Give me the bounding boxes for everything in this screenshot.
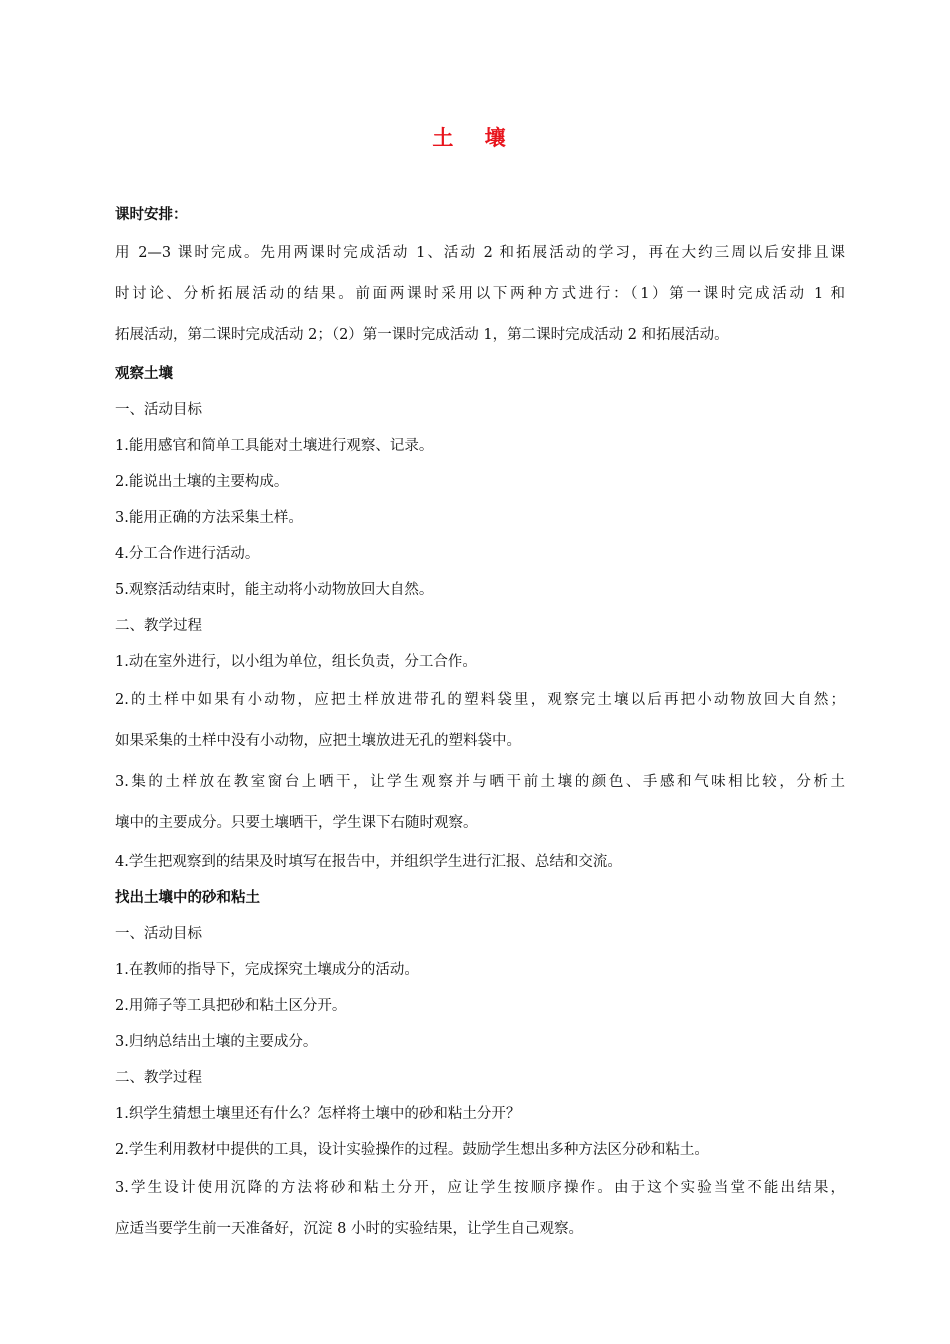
document-body: [115, 197, 845, 1250]
section2-process-3: [115, 1168, 845, 1250]
section1-process-heading: 二、教学过程: [115, 618, 202, 634]
section1-process-1: 1.动在室外进行，以小组为单位，组长负责，分工合作。: [115, 654, 477, 670]
section1-goals-heading: 一、活动目标: [115, 402, 202, 418]
section1-process-2-line-1: 2.的土样中如果有小动物，应把土样放进带孔的塑料袋里，观察完土壤以后再把小动物放回大自然；: [115, 692, 845, 708]
section2-process-3-line-2: 应适当要学生前一天准备好，沉淀 8 小时的实验结果，让学生自己观察。: [115, 1221, 583, 1237]
section1-goal-5: 5.观察活动结束时，能主动将小动物放回大自然。: [115, 582, 434, 598]
section2-goal-2: 2.用筛子等工具把砂和粘土区分开。: [115, 998, 347, 1014]
section2-goal-1: 1.在教师的指导下，完成探究土壤成分的活动。: [115, 962, 419, 978]
section2-goals-heading: 一、活动目标: [115, 926, 202, 942]
section1-heading: 观察土壤: [115, 366, 173, 382]
section1-process-2-line-2: 如果采集的土样中没有小动物，应把土壤放进无孔的塑料袋中。: [115, 733, 521, 749]
section2-heading: 找出土壤中的砂和粘土: [115, 890, 260, 906]
section2-process-2: 2.学生利用教材中提供的工具，设计实验操作的过程。鼓励学生想出多种方法区分砂和粘土。: [115, 1142, 709, 1158]
schedule-line-3: 拓展活动，第二课时完成活动 2；（2）第一课时完成活动 1，第二课时完成活动 2 和拓展活动。: [115, 327, 729, 343]
section1-goal-4: 4.分工合作进行活动。: [115, 546, 260, 562]
section1-process-4: 4.学生把观察到的结果及时填写在报告中，并组织学生进行汇报、总结和交流。: [115, 854, 622, 870]
document-title: 土 壤: [432, 126, 518, 150]
section1-process-3-line-1: 3.集的土样放在教室窗台上晒干，让学生观察并与晒干前土壤的颜色、手感和气味相比较，分析土: [115, 774, 845, 790]
schedule-heading: 课时安排：: [115, 207, 188, 223]
schedule-line-2: 时讨论、分析拓展活动的结果。前面两课时采用以下两种方式进行：（1）第一课时完成活动 1 和: [115, 286, 845, 302]
section1-goal-3: 3.能用正确的方法采集土样。: [115, 510, 303, 526]
section2-process-heading: 二、教学过程: [115, 1070, 202, 1086]
section1-goal-1: 1.能用感官和简单工具能对土壤进行观察、记录。: [115, 438, 434, 454]
section2-process-1: 1.织学生猜想土壤里还有什么？怎样将土壤中的砂和粘土分开？: [115, 1106, 521, 1122]
section2-goal-3: 3.归纳总结出土壤的主要成分。: [115, 1034, 318, 1050]
section1-process-3-line-2: 壤中的主要成分。只要土壤晒干，学生课下右随时观察。: [115, 815, 478, 831]
section2-process-3-line-1: 3.学生设计使用沉降的方法将砂和粘土分开，应让学生按顺序操作。由于这个实验当堂不能出结果，: [115, 1180, 845, 1196]
schedule-line-1: 用 2—3 课时完成。先用两课时完成活动 1、活动 2 和拓展活动的学习，再在大约三周以后安排且课: [115, 245, 845, 261]
section1-process-2: [115, 680, 845, 762]
schedule-paragraph: [115, 233, 845, 356]
section1-process-3: [115, 762, 845, 844]
section1-goal-2: 2.能说出土壤的主要构成。: [115, 474, 289, 490]
